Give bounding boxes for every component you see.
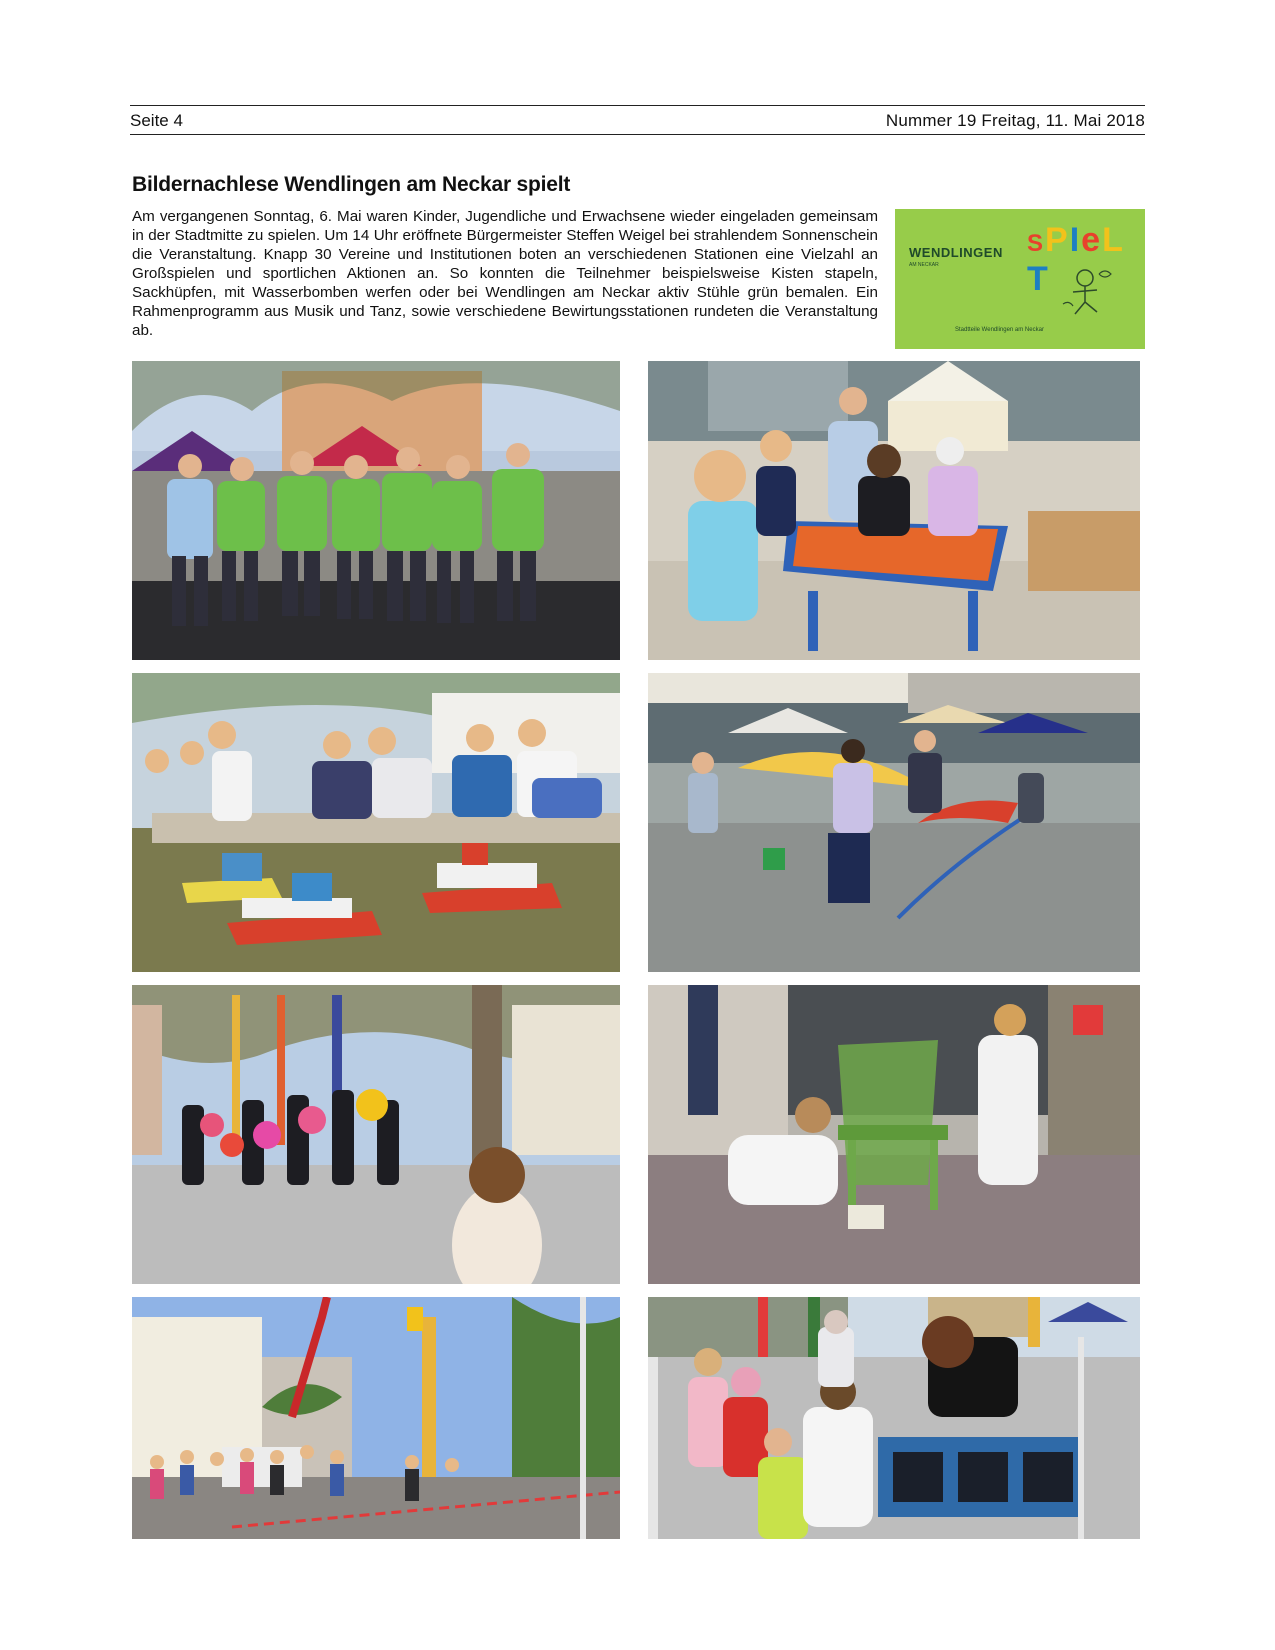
logo-letter: e <box>1081 221 1103 259</box>
article-body: Am vergangenen Sonntag, 6. Mai waren Kinder, Jugendliche und Erwachsene wieder eingeladen gemeinsam in der Stadtmitte zu spielen. Um 14 Uhr eröffnete Bürgermeister Steffen Weigel bei strahlendem Sonnenschein die Veranstaltung. Knapp 30 Vereine und Institutionen boten an verschiedenen Stationen eine Vielzahl an Großspielen und sportlichen Aktionen an. So konnten die Teilnehmer beispielsweise Kisten stapeln, Sackhüpfen, mit Wasserbomben werfen oder bei Wendlingen am Neckar aktiv Stühle grün bemalen. Ein Rahmenprogramm aus Musik und Tanz, sowie verschiedene Bewirtungsstationen rundeten die Veranstaltung ab. <box>132 208 878 339</box>
logo-mascot-drawing <box>1055 264 1125 319</box>
logo-letter: I <box>1069 221 1082 259</box>
logo-letter: L <box>1102 221 1125 259</box>
logo-letter: P <box>1045 221 1070 259</box>
issue-info: Nummer 19 Freitag, 11. Mai 2018 <box>885 111 1145 130</box>
page-number: Seite 4 <box>130 111 183 130</box>
logo-brand-sub: AM NECKAR <box>909 262 939 268</box>
photo-painting-chair-green <box>648 985 1140 1284</box>
logo-footer: Stadtteile Wendlingen am Neckar <box>955 327 1044 333</box>
article-headline: Bildernachlese Wendlingen am Neckar spielt <box>132 173 571 196</box>
logo-letter: T <box>1027 260 1050 298</box>
logo-letter: S <box>1027 230 1046 257</box>
photo-parachute-game <box>648 673 1140 972</box>
wendlingen-spielt-logo <box>895 209 1145 349</box>
logo-brand: WENDLINGEN <box>909 245 1003 260</box>
photo-group-green-shirts <box>132 361 620 660</box>
photo-model-boats-pool <box>132 673 620 972</box>
page-header <box>130 105 1145 135</box>
photo-dance-performance <box>132 985 620 1284</box>
photo-children-at-boxes <box>648 1297 1140 1539</box>
photo-crane-box-stacking <box>132 1297 620 1539</box>
photo-children-water-game <box>648 361 1140 660</box>
